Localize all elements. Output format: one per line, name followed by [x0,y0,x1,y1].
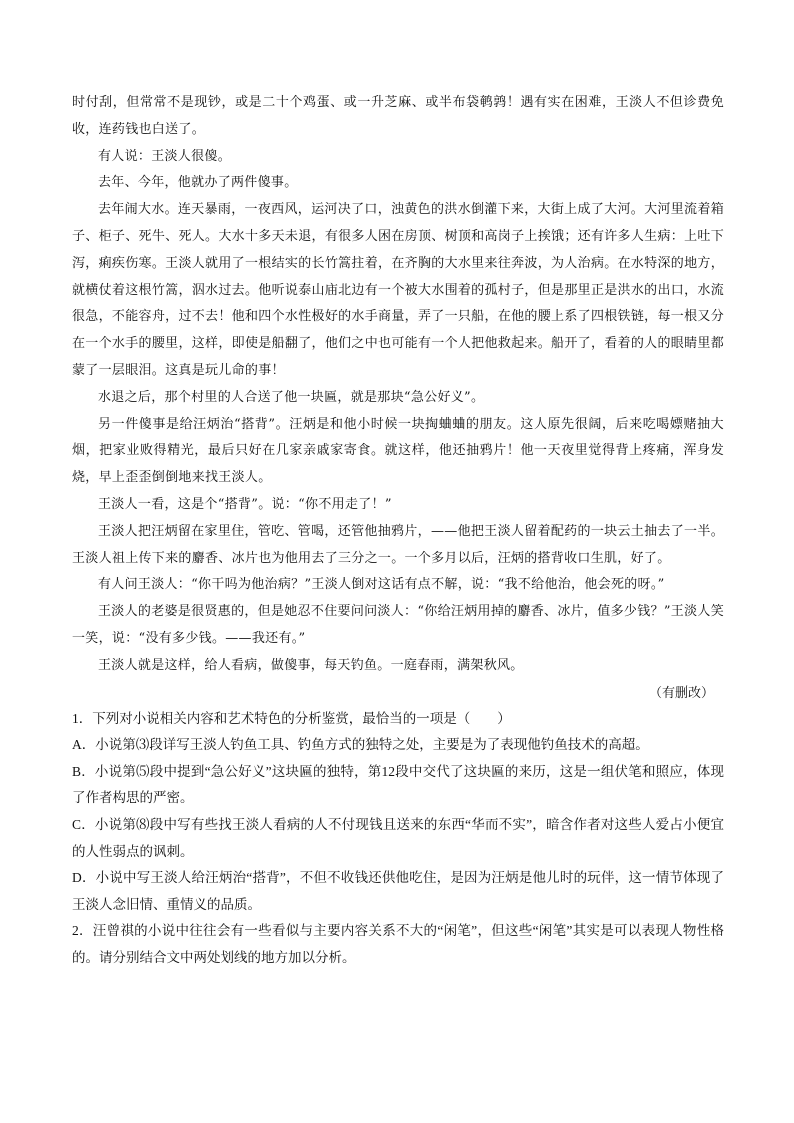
story-paragraph: 去年闹大水。连天暴雨，一夜西风，运河决了口，浊黄色的洪水倒灌下来，大街上成了大河。大河里流着箱子、柜子、死牛、死人。大水十多天未退，有很多人困在房顶、树顶和高岗子上挨饿；还有许多人生病：上吐下泻，痢疾伤寒。王淡人就用了一根结实的长竹篙拄着，在齐胸的大水里来往奔波，为人治病。在水特深的地方，就横仗着这根竹篙，泅水过去。他听说泰山庙北边有一个被大水围着的孤村子，但是那里正是洪水的出口，水流很急，不能容舟，过不去！他和四个水性极好的水手商量，弄了一只船，在他的腰上系了四根铁链，每一根又分在一个水手的腰里，这样，即使是船翻了，他们之中也可能有一个人把他救起来。船开了，看着的人的眼睛里都蒙了一层眼泪。这真是玩儿命的事！ [72,202,724,378]
story-paragraph: 王淡人一看，这是个“搭背”。说：“你不用走了！” [98,496,392,512]
question-2-stem: 2．汪曾祺的小说中往往会有一些看似与主要内容关系不大的“闲笔”，但这些“闲笔”其实是可以表现人物性格的。请分别结合文中两处划线的地方加以分析。 [72,923,724,965]
story-paragraph: 王淡人就是这样，给人看病，做傻事，每天钓鱼。一庭春雨，满架秋风。 [98,657,524,673]
story-paragraph: 另一件傻事是给汪炳治“搭背”。汪炳是和他小时候一块掏蛐蛐的朋友。这人原先很阔，后来吃喝嫖赌抽大烟，把家业败得精光，最后只好在几家亲戚家寄食。就这样，他还抽鸦片！他一天夜里觉得背上疼痛，浑身发烧，早上歪歪倒倒地来找王淡人。 [72,416,724,486]
story-paragraph: 王淡人的老婆是很贤惠的，但是她忍不住要问问淡人：“你给汪炳用掉的麝香、冰片，值多少钱？”王淡人笑一笑，说：“没有多少钱。——我还有。” [72,604,724,646]
option-b: B．小说第⑸段中提到“急公好义”这块匾的独特，第12段中交代了这块匾的来历，这是一组伏笔和照应，体现了作者构思的严密。 [72,763,724,806]
option-c: C．小说第⑻段中写有些找王淡人看病的人不付现钱且送来的东西“华而不实”，暗含作者对这些人爱占小便宜的人性弱点的讽刺。 [72,816,724,859]
story-text [72,90,724,680]
story-paragraph: 去年、今年，他就办了两件傻事。 [98,175,298,191]
option-d: D．小说中写王淡人给汪炳治“搭背”，不但不收钱还供他吃住，是因为汪炳是他儿时的玩伴，这一情节体现了王淡人念旧情、重情义的品质。 [72,870,724,912]
story-paragraph: 时付刮，但常常不是现钞，或是二十个鸡蛋、或一升芝麻、或半布袋鹌鹑！遇有实在困难，王淡人不但诊费免收，连药钱也白送了。 [72,95,724,137]
story-paragraph: 有人说：王淡人很傻。 [98,148,232,164]
page-content [72,90,724,971]
source-note: （有删改） [648,684,714,700]
question-1-stem: 1．下列对小说相关内容和艺术特色的分析鉴赏，最恰当的一项是（ ） [72,710,511,726]
question-section [72,706,724,972]
story-paragraph: 有人问王淡人：“你干吗为他治病？”王淡人倒对这话有点不解，说：“我不给他治，他会死的呀。” [98,577,665,593]
story-paragraph: 王淡人把汪炳留在家里住，管吃、管喝，还管他抽鸦片，——他把王淡人留着配药的一块云土抽去了一半。王淡人祖上传下来的麝香、冰片也为他用去了三分之一。一个多月以后，汪炳的搭背收口生肌，好了。 [72,523,724,566]
story-paragraph: 水退之后，那个村里的人合送了他一块匾，就是那块“急公好义”。 [98,389,485,405]
option-a: A．小说第⑶段详写王淡人钓鱼工具、钓鱼方式的独特之处，主要是为了表现他钓鱼技术的高超。 [72,737,649,753]
